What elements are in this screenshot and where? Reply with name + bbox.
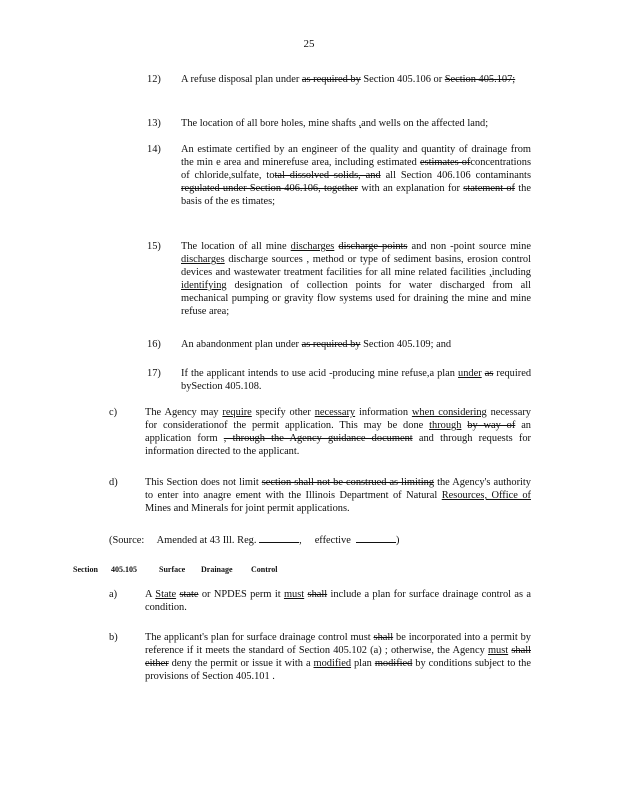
text-segment: be incorporated into a permit by reference if it meets the standard of Section 405.102 (a) ; otherwise, the Agency [145, 632, 531, 656]
item-text [145, 588, 531, 614]
deleted-text: section shall not be construed as limiting [261, 477, 435, 488]
source-close: ) [396, 535, 400, 546]
text-segment: The location of all bore holes, mine shafts [181, 118, 359, 129]
inserted-text: , [489, 267, 492, 278]
inserted-text: discharges [181, 254, 225, 265]
inserted-text: under [458, 368, 482, 379]
item-text [145, 406, 531, 458]
text-segment: include a plan for surface drainage control as a condition. [145, 589, 531, 613]
inserted-text: require [222, 407, 252, 418]
page-number: 25 [303, 38, 315, 50]
text-segment: An abandonment plan under [181, 339, 302, 350]
source-comma: , [299, 535, 302, 546]
item-label: d) [109, 477, 118, 488]
text-segment: specify other [251, 407, 315, 418]
text-segment: the Agency's authority to enter into anagre ement with the Illinois Department of Natural [145, 477, 532, 501]
section-number-label: Section [73, 565, 98, 574]
deleted-text: state [179, 589, 199, 600]
text-segment: and through requests for information directed to the applicant. [145, 433, 531, 457]
deleted-text: shall either [145, 645, 531, 669]
item-label: b) [109, 632, 118, 643]
deleted-text: shall [307, 589, 328, 600]
deleted-text: as required by [301, 339, 361, 350]
section-id: 405.105 [111, 565, 137, 574]
text-segment: Section 405.106 or [360, 74, 445, 85]
item-label: 13) [147, 118, 161, 129]
deleted-text: as required by [301, 74, 361, 85]
section-title-word: Surface [159, 565, 186, 574]
deleted-text: shall [373, 632, 394, 643]
text-segment: or NPDES perm it [198, 589, 284, 600]
text-segment: The location of all mine [181, 241, 291, 252]
text-segment: necessary for considerationof the permit application. This may be done [145, 407, 531, 431]
item-text [181, 117, 531, 130]
deleted-text: as [484, 368, 494, 379]
inserted-text: through [429, 420, 462, 431]
inserted-text: must [283, 589, 305, 600]
item-label: 17) [147, 368, 161, 379]
inserted-text: , [358, 118, 362, 129]
text-segment: information [355, 407, 412, 418]
deleted-text: by way of [467, 420, 516, 431]
text-segment: with an explanation for [358, 183, 464, 194]
item-text [181, 143, 531, 208]
source-effective: effective [314, 535, 351, 546]
text-segment: discharge sources , method or type of sediment basins, erosion control devices and wastewater treatment facilities for all mine related facilities [181, 254, 531, 278]
inserted-text: must [487, 645, 509, 656]
item-label: a) [109, 589, 118, 600]
section-title-word: Drainage [201, 565, 233, 574]
text-segment: including [491, 267, 531, 278]
item-text [181, 240, 531, 318]
deleted-text: estimates of [419, 157, 471, 168]
inserted-text: Resources, Office of [441, 490, 531, 501]
reg-page-blank [259, 532, 299, 543]
deleted-text: tal dissolved solids, and [274, 170, 381, 181]
text-segment: If the applicant intends to use acid -producing mine refuse,a plan [181, 368, 459, 379]
text-segment: A [145, 589, 156, 600]
source-open: (Source: [109, 535, 145, 546]
text-segment: the basis of the es timates; [181, 183, 531, 207]
text-segment: and non -point source mine [407, 241, 531, 252]
deleted-text: discharge points [338, 241, 408, 252]
text-segment: deny the permit or issue it with a [168, 658, 314, 669]
item-text [181, 73, 531, 86]
text-segment: an application form [145, 420, 531, 444]
text-segment: designation of collection points for water discharged from all mechanical pumping or gravity flow systems used for draining the mine and mine refuse area; [181, 280, 531, 317]
text-segment: A refuse disposal plan under [181, 74, 302, 85]
inserted-text: State [155, 589, 177, 600]
text-segment: and wells on the affected land; [361, 118, 489, 129]
inserted-text: necessary [314, 407, 356, 418]
deleted-text: statement of [463, 183, 516, 194]
section-title-word: Control [251, 565, 278, 574]
inserted-text: when considering [411, 407, 487, 418]
effective-date-blank [356, 532, 396, 543]
item-text [181, 338, 531, 351]
text-segment: concentrations of chloride,sulfate, to [181, 157, 531, 181]
inserted-text: modified [313, 658, 352, 669]
deleted-text: , through the Agency guidance document [223, 433, 413, 444]
text-segment: plan [351, 658, 375, 669]
text-segment: The applicant's plan for surface drainage control must [145, 632, 374, 643]
source-amended: Amended at 43 Ill. Reg. [156, 535, 257, 546]
text-segment: by conditions subject to the provisions of Section 405.101 . [145, 658, 531, 682]
text-segment: all Section 406.106 contaminants [380, 170, 531, 181]
deleted-text: modified [374, 658, 413, 669]
item-label: 14) [147, 144, 161, 155]
item-label: 15) [147, 241, 161, 252]
deleted-text: regulated under Section 406.106, together [181, 183, 358, 194]
text-segment: This Section does not limit [145, 477, 262, 488]
source-note [109, 532, 400, 547]
item-text [181, 367, 531, 393]
item-text [145, 476, 531, 515]
inserted-text: identifying [181, 280, 227, 291]
text-segment: Section 405.109; and [360, 339, 452, 350]
inserted-text: discharges [290, 241, 335, 252]
deleted-text: Section 405.107; [444, 74, 516, 85]
item-label: c) [109, 407, 118, 418]
item-label: 12) [147, 74, 161, 85]
text-segment: An estimate certified by an engineer of the quality and quantity of drainage from the min e area and minerefuse area, including estimated [181, 144, 531, 168]
item-text [145, 631, 531, 683]
text-segment: Mines and Minerals for joint permit applications. [145, 503, 350, 514]
text-segment: The Agency may [145, 407, 223, 418]
text-segment: required bySection 405.108. [181, 368, 532, 392]
item-label: 16) [147, 339, 161, 350]
